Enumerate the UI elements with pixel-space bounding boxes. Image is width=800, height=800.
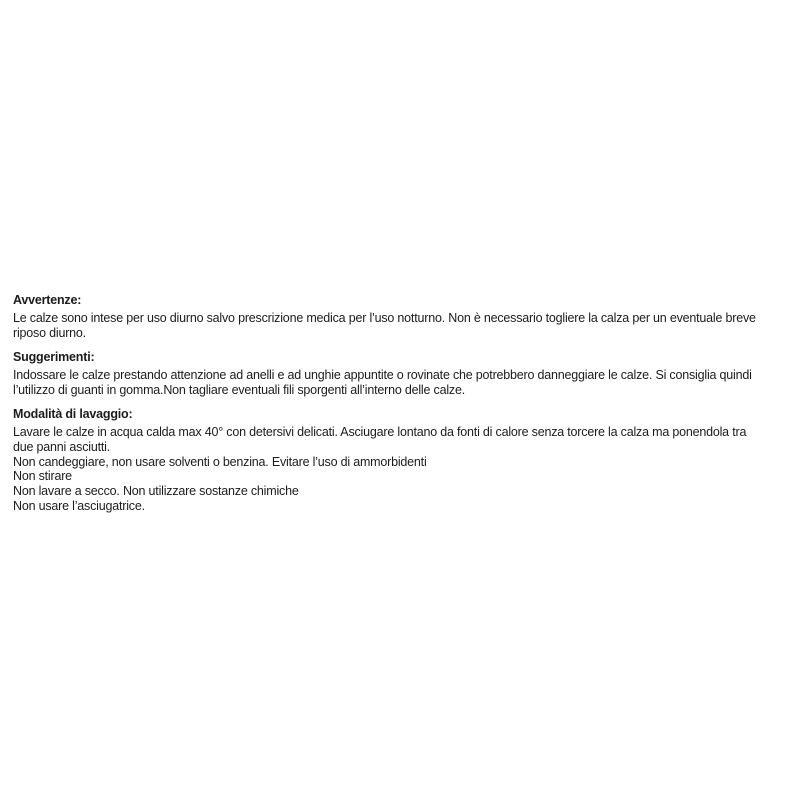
section-avvertenze [13, 293, 789, 341]
text-line: due panni asciutti. [13, 439, 110, 454]
section-heading-modalita-di-lavaggio: Modalità di lavaggio: [13, 406, 133, 421]
text-line: l’utilizzo di guanti in gomma.Non tagliare eventuali fili sporgenti all’interno delle calze. [13, 382, 465, 397]
care-instructions-document [13, 293, 789, 514]
section-heading-avvertenze: Avvertenze: [13, 293, 82, 307]
section-modalita-di-lavaggio [13, 407, 789, 514]
text-line: Non candeggiare, non usare solventi o benzina. Evitare l’uso di ammorbidenti [13, 454, 427, 469]
text-line: riposo diurno. [13, 326, 86, 341]
text-line: Le calze sono intese per uso diurno salvo prescrizione medica per l’uso notturno. Non è necessario togliere la calza per un eventuale breve [13, 311, 756, 326]
text-line: Non usare l’asciugatrice. [13, 499, 145, 514]
section-heading-suggerimenti: Suggerimenti: [13, 349, 95, 364]
section-suggerimenti [13, 350, 789, 398]
text-line: Lavare le calze in acqua calda max 40° con detersivi delicati. Asciugare lontano da fonti di calore senza torcere la calza ma ponendola tra [13, 425, 747, 440]
text-line: Indossare le calze prestando attenzione ad anelli e ad unghie appuntite o rovinate che potrebbero danneggiare le calze. Si consiglia quindi [13, 368, 752, 383]
text-line: Non lavare a secco. Non utilizzare sostanze chimiche [13, 484, 299, 499]
text-line: Non stirare [13, 469, 72, 484]
